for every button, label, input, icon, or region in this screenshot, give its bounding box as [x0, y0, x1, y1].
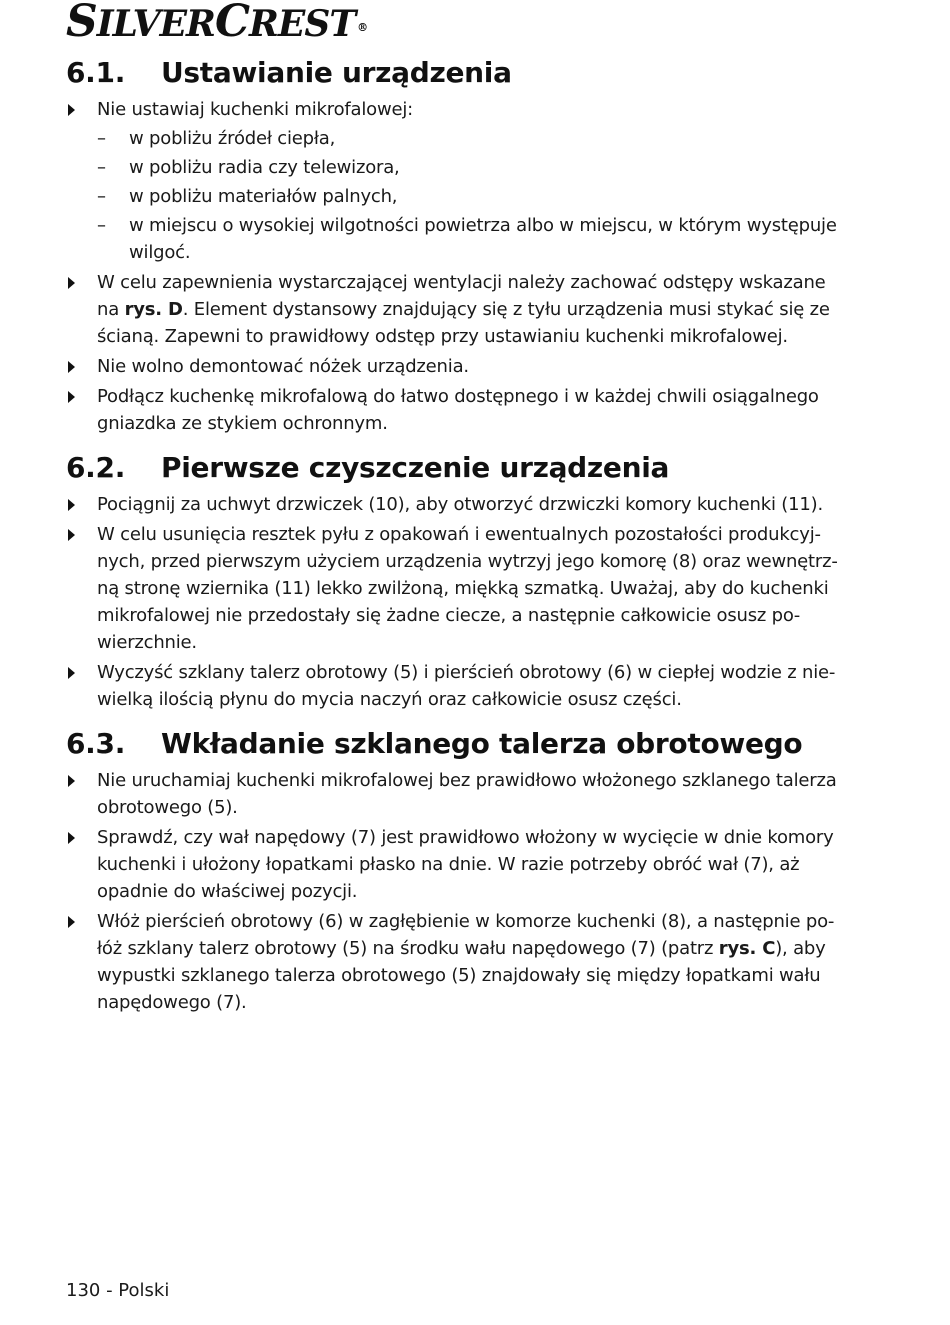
list-item: Nie wolno demontować nóżek urządzenia. [66, 353, 850, 380]
section-number: 6.2. [66, 451, 126, 484]
list-item: Nie uruchamiaj kuchenki mikrofalowej bez prawidłowo włożonego szklanego talerza obrotowego (5). [66, 767, 850, 821]
section-title: Wkładanie szklanego talerza obrotowego [161, 727, 803, 760]
bullet-triangle-icon [68, 775, 75, 787]
section-6-3 [66, 725, 850, 1016]
section-heading [66, 725, 850, 763]
bullet-triangle-icon [68, 391, 75, 403]
section-heading [66, 54, 850, 92]
figure-reference: rys. C [718, 938, 776, 959]
bullet-list [66, 491, 850, 713]
bullet-triangle-icon [68, 277, 75, 289]
sub-list-item: – w miejscu o wysokiej wilgotności powietrza albo w miejscu, w którym występuje wilgoć. [97, 215, 837, 263]
sub-list-item: – w pobliżu materiałów palnych, [97, 186, 398, 207]
page-content [66, 54, 850, 1028]
figure-reference: rys. D [124, 299, 183, 320]
brand-logo: SILVERCREST ® [66, 0, 368, 47]
bullet-triangle-icon [68, 499, 75, 511]
section-6-2 [66, 449, 850, 713]
list-item: Podłącz kuchenkę mikrofalową do łatwo dostępnego i w każdej chwili osiągalnego gniazdka ze stykiem ochronnym. [66, 383, 850, 437]
page-footer: 130 - Polski [66, 1280, 170, 1301]
bullet-triangle-icon [68, 529, 75, 541]
list-item: Włóż pierścień obrotowy (6) w zagłębienie w komorze kuchenki (8), a następnie połóż szklany talerz obrotowy (5) na środku wału napędowego (7) (patrz rys. C), aby wypustki szklanego talerza obrotowego (5) znajdowały się między łopatkami wału napędowego (7). [66, 908, 850, 1016]
bullet-list [66, 767, 850, 1016]
section-title: Ustawianie urządzenia [161, 56, 512, 89]
section-heading [66, 449, 850, 487]
list-item: W celu zapewnienia wystarczającej wentylacji należy zachować odstępy wskazane na rys. D. Element dystansowy znajdujący się z tyłu urządzenia musi stykać się ze ścianą. Zapewni to prawidłowy odstęp przy ustawianiu kuchenki mikrofalowej. [66, 269, 850, 350]
section-title: Pierwsze czyszczenie urządzenia [161, 451, 670, 484]
bullet-triangle-icon [68, 916, 75, 928]
section-number: 6.1. [66, 56, 126, 89]
list-item: Pociągnij za uchwyt drzwiczek (10), aby otworzyć drzwiczki komory kuchenki (11). [66, 491, 850, 518]
bullet-triangle-icon [68, 361, 75, 373]
sub-list-item: – w pobliżu źródeł ciepła, [97, 128, 336, 149]
bullet-triangle-icon [68, 667, 75, 679]
section-number: 6.3. [66, 727, 126, 760]
section-6-1 [66, 54, 850, 437]
bullet-triangle-icon [68, 104, 75, 116]
sub-list-item: – w pobliżu radia czy telewizora, [97, 157, 400, 178]
sub-list [97, 125, 850, 266]
list-item: Sprawdź, czy wał napędowy (7) jest prawidłowo włożony w wycięcie w dnie komory kuchenki i ułożony łopatkami płasko na dnie. W razie potrzeby obróć wał (7), aż opadnie do właściwej pozycji. [66, 824, 850, 905]
list-item: W celu usunięcia resztek pyłu z opakowań i ewentualnych pozostałości produkcyjnych, przed pierwszym użyciem urządzenia wytrzyj jego komorę (8) oraz wewnętrzną stronę wziernika (11) lekko zwilżoną, miękką szmatką. Uważaj, aby do kuchenki mikrofalowej nie przedostały się żadne ciecze, a następnie całkowicie osusz powierzchnie. [66, 521, 850, 656]
bullet-triangle-icon [68, 832, 75, 844]
list-item: Nie ustawiaj kuchenki mikrofalowej: – w pobliżu źródeł ciepła, – w pobliżu radia czy telewizora, – w pobliżu materiałów palnych, – w miejscu o wysokiej wilgotności powietrza albo w miejscu, w którym występuje wilgoć. [66, 96, 850, 266]
list-item: Wyczyść szklany talerz obrotowy (5) i pierścień obrotowy (6) w ciepłej wodzie z niewielką ilością płynu do mycia naczyń oraz całkowicie osusz części. [66, 659, 850, 713]
bullet-list [66, 96, 850, 437]
registered-mark: ® [357, 21, 368, 34]
